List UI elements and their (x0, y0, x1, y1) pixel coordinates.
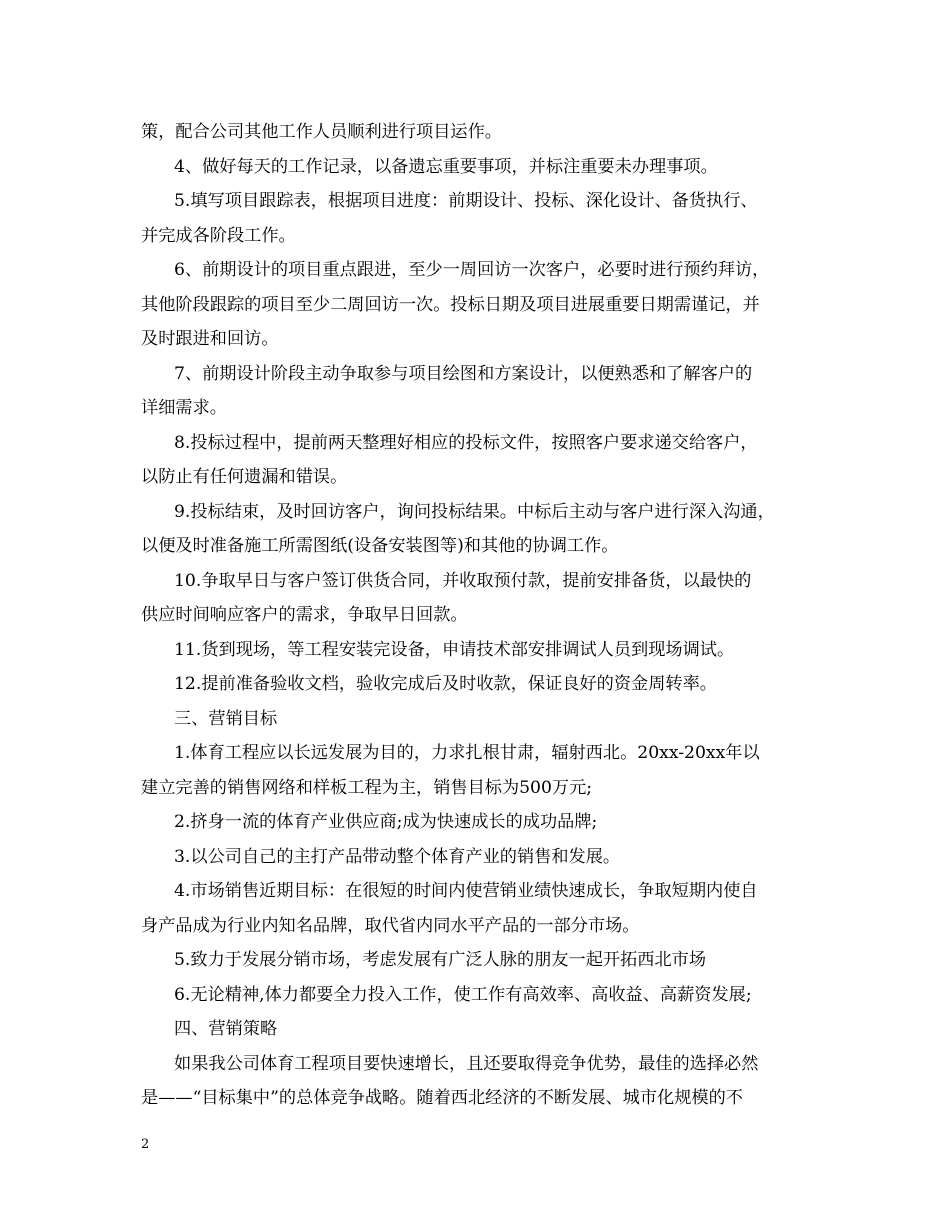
text-line: 其他阶段跟踪的项目至少二周回访一次。投标日期及项目进展重要日期需谨记，并 (141, 294, 760, 315)
text-line: 2.挤身一流的体育产业供应商;成为快速成长的成功品牌; (174, 812, 598, 832)
text-line: 6、前期设计的项目重点跟进，至少一周回访一次客户，必要时进行预约拜访， (174, 260, 770, 280)
text-line: 5.致力于发展分销市场，考虑发展有广泛人脉的朋友一起开拓西北市场 (174, 950, 707, 970)
text-line: 7、前期设计阶段主动争取参与项目绘图和方案设计，以便熟悉和了解客户的 (174, 363, 753, 384)
text-line: 详细需求。 (141, 398, 227, 418)
text-line: 6.无论精神,体力都要全力投入工作，使工作有高效率、高收益、高薪资发展; (174, 984, 752, 1005)
text-line: 如果我公司体育工程项目要快速增长，且还要取得竞争优势，最佳的选择必然 (174, 1053, 759, 1074)
text-line: 并完成各阶段工作。 (141, 225, 296, 246)
text-line: 身产品成为行业内知名品牌，取代省内同水平产品的一部分市场。 (141, 915, 640, 936)
text-line: 5.填写项目跟踪表，根据项目进度：前期设计、投标、深化设计、备货执行、 (174, 191, 758, 211)
text-line: 4、做好每天的工作记录，以备遗忘重要事项，并标注重要未办理事项。 (174, 156, 718, 177)
text-line: 3.以公司自己的主打产品带动整个体育产业的销售和发展。 (174, 846, 621, 867)
page-number: 2 (141, 1137, 150, 1152)
text-line: 4.市场销售近期目标：在很短的时间内使营销业绩快速成长，争取短期内使自 (174, 881, 758, 901)
text-line: 三、营销目标 (174, 708, 278, 729)
text-line: 是——“目标集中”的总体竞争战略。随着西北经济的不断发展、城市化规模的不 (141, 1088, 743, 1108)
text-line: 10.争取早日与客户签订供货合同，并收取预付款，提前安排备货，以最快的 (174, 570, 752, 591)
text-line: 四、营销策略 (174, 1019, 278, 1039)
text-line: 供应时间响应客户的需求，争取早日回款。 (141, 605, 468, 625)
document-body (141, 115, 813, 1116)
text-line: 及时跟进和回访。 (141, 329, 279, 349)
text-line: 建立完善的销售网络和样板工程为主，销售目标为500万元; (141, 777, 593, 798)
text-line: 8.投标过程中，提前两天整理好相应的投标文件，按照客户要求递交给客户， (174, 432, 758, 453)
text-line: 以防止有任何遗漏和错误。 (141, 467, 348, 487)
text-line: 策，配合公司其他工作人员顺利进行项目运作。 (141, 122, 502, 142)
text-line: 12.提前准备验收文档，验收完成后及时收款，保证良好的资金周转率。 (174, 674, 717, 694)
text-line: 以便及时准备施工所需图纸(设备安装图等)和其他的协调工作。 (141, 536, 619, 556)
text-line: 11.货到现场，等工程安装完设备，申请技术部安排调试人员到现场调试。 (174, 639, 735, 660)
text-line: 1.体育工程应以长远发展为目的，力求扎根甘肃，辐射西北。20xx-20xx年以 (174, 743, 760, 763)
text-line: 9.投标结束，及时回访客户，询问投标结果。中标后主动与客户进行深入沟通， (174, 501, 775, 522)
